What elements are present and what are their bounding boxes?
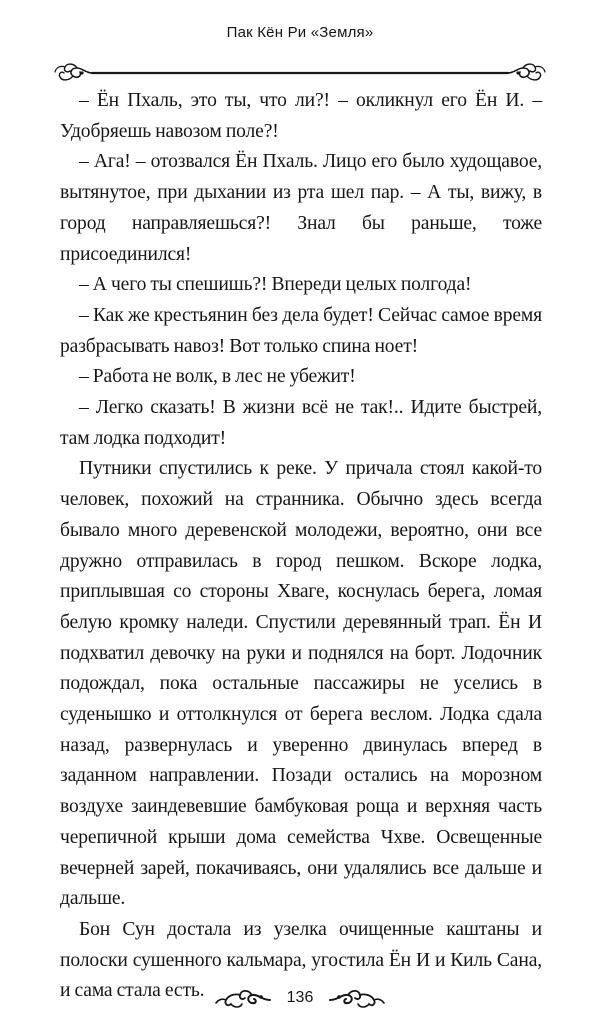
paragraph: – Как же крестьянин без дела будет! Сейчас самое время разбрасывать навоз! Вот только спина ноет!	[60, 304, 542, 357]
flourish-right-icon	[328, 986, 386, 1012]
paragraph: – А чего ты спешишь?! Впереди целых полгода!	[79, 274, 472, 296]
paragraph: Путники спустились к реке. У причала стоял какой-то человек, похожий на странника. Обычно здесь всегда бывало много деревенской молодежи, вероятно, они все дружно отправилась в город пешком. Вскоре лодка, приплывшая со стороны Хваге, коснулась берега, ломая белую кромку наледи. Спустили деревянный трап. Ён И подхватил девочку на руки и поднялся на борт. Лодочник подождал, пока остальные пассажиры не уселись в суденышко и оттолкнулся от берега веслом. Лодка сдала назад, развернулась и уверенно двинулась вперед в заданном направлении. Позади остались на морозном воздухе заиндевевшие бамбуковая роща и верхняя часть черепичной крыши дома семейства Чхве. Освещенные вечерней зарей, покачиваясь, они удалялись все дальше и дальше.	[60, 458, 542, 910]
paragraph: – Легко сказать! В жизни всё не так!.. Идите быстрей, там лодка подходит!	[60, 397, 542, 449]
ornamental-rule-icon	[52, 58, 548, 88]
running-title: Пак Кён Ри «Земля»	[226, 24, 374, 41]
body-text	[60, 86, 542, 1007]
paragraph: – Работа не волк, в лес не убежит!	[79, 366, 356, 388]
page-footer	[0, 984, 600, 1014]
paragraph: – Ён Пхаль, это ты, что ли?! – окликнул его Ён И. – Удобряешь навозом поле?!	[60, 90, 542, 142]
page-number: 136	[286, 989, 314, 1006]
flourish-left-icon	[214, 986, 272, 1012]
paragraph: – Ага! – отозвался Ён Пхаль. Лицо его было худощавое, вытянутое, при дыхании из рта шел пар. – А ты, вижу, в город направляешься?! Знал бы раньше, тоже присоединился!	[60, 151, 542, 265]
paragraph: Бон Сун достала из узелка очищенные каштаны и полоски сушенного кальмара, угостила Ён И и Киль Сана, и сама стала есть.	[60, 918, 542, 1002]
